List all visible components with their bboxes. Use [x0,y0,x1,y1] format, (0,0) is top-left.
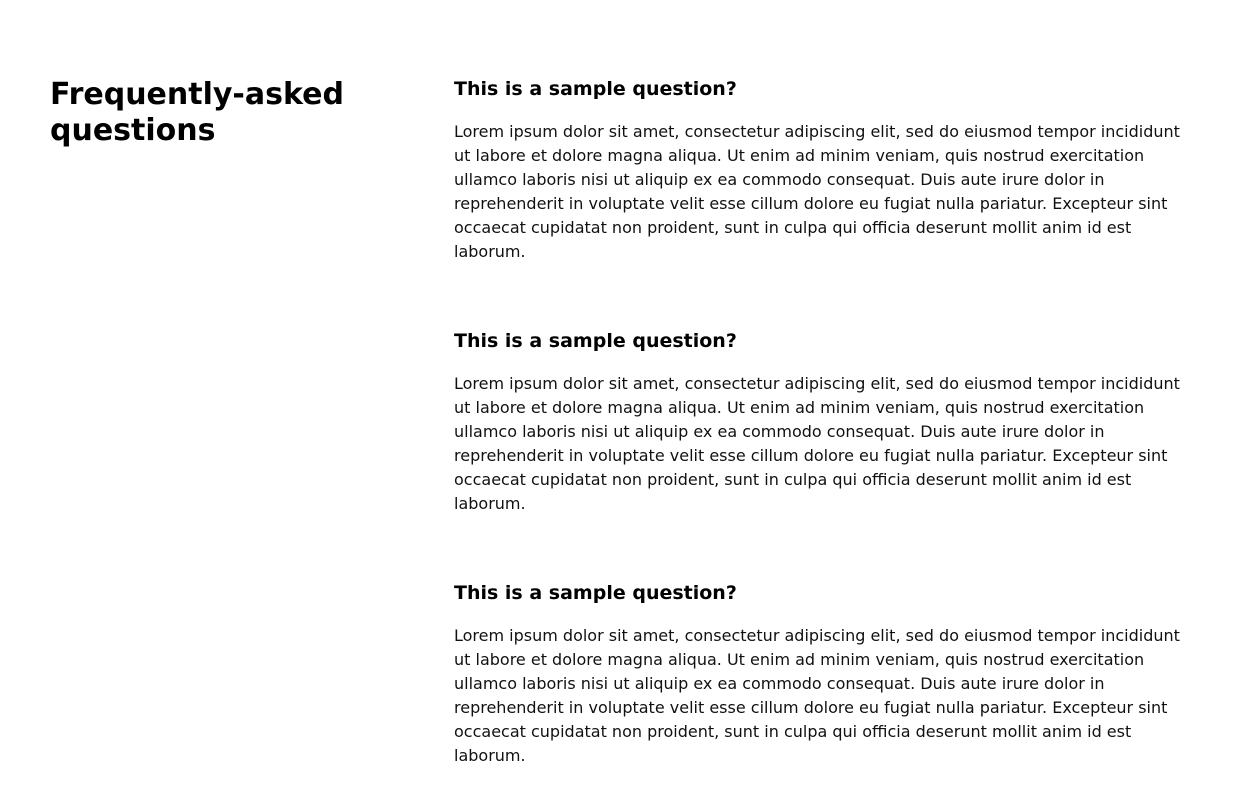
faq-question: This is a sample question? [454,330,737,352]
faq-answer: Lorem ipsum dolor sit amet, consectetur adipiscing elit, sed do eiusmod tempor incididunt ut labore et dolore magna aliqua. Ut enim ad minim veniam, quis nostrud exercitation ullamco laboris nisi ut aliquip ex ea commodo consequat. Duis aute irure dolor in reprehenderit in voluptate velit esse cillum dolore eu fugiat nulla pariatur. Excepteur sint occaecat cupidatat non proident, sunt in culpa qui officia deserunt mollit anim id est laborum. [454,122,1180,261]
faq-item [454,329,1180,516]
faq-item [454,77,1180,264]
faq-question: This is a sample question? [454,78,737,100]
faq-answer: Lorem ipsum dolor sit amet, consectetur adipiscing elit, sed do eiusmod tempor incididunt ut labore et dolore magna aliqua. Ut enim ad minim veniam, quis nostrud exercitation ullamco laboris nisi ut aliquip ex ea commodo consequat. Duis aute irure dolor in reprehenderit in voluptate velit esse cillum dolore eu fugiat nulla pariatur. Excepteur sint occaecat cupidatat non proident, sunt in culpa qui officia deserunt mollit anim id est laborum. [454,374,1180,513]
faq-list [454,77,1180,800]
page-title: Frequently-asked questions [50,77,344,148]
faq-answer: Lorem ipsum dolor sit amet, consectetur adipiscing elit, sed do eiusmod tempor incididunt ut labore et dolore magna aliqua. Ut enim ad minim veniam, quis nostrud exercitation ullamco laboris nisi ut aliquip ex ea commodo consequat. Duis aute irure dolor in reprehenderit in voluptate velit esse cillum dolore eu fugiat nulla pariatur. Excepteur sint occaecat cupidatat non proident, sunt in culpa qui officia deserunt mollit anim id est laborum. [454,626,1180,765]
faq-question: This is a sample question? [454,582,737,604]
faq-item [454,581,1180,768]
